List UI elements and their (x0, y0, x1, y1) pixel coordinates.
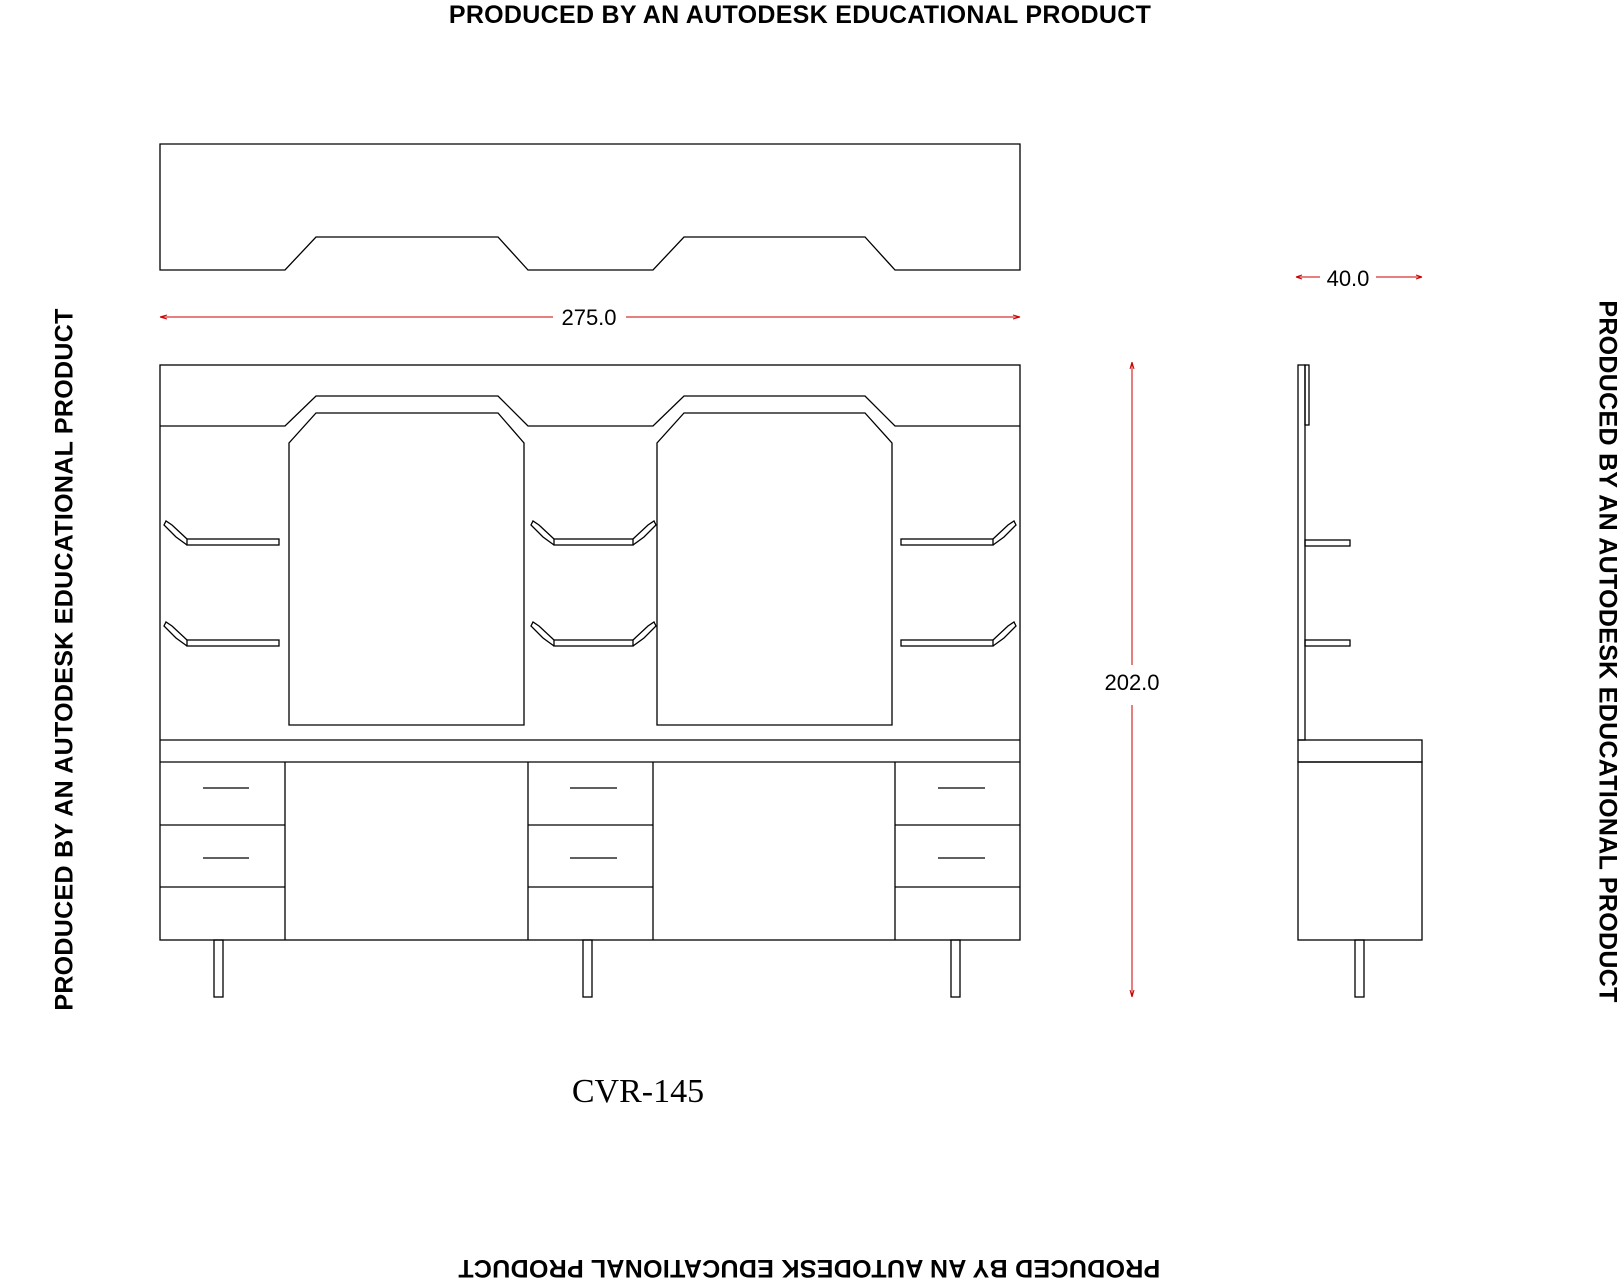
leg-right (951, 940, 960, 997)
model-label: CVR-145 (571, 1073, 705, 1110)
watermark-left: PRODUCED BY AN AUTODESK EDUCATIONAL PRODUCT (50, 308, 79, 1011)
watermark-top: PRODUCED BY AN AUTODESK EDUCATIONAL PRODUCT (448, 1, 1152, 29)
shelf (901, 521, 1016, 545)
front-elevation (160, 365, 1020, 997)
shelf (531, 521, 656, 545)
shelf (901, 622, 1016, 646)
side-leg (1355, 940, 1364, 997)
dimension-lines (160, 275, 1422, 997)
top-canopy-view (160, 144, 1020, 270)
shelf (164, 622, 279, 646)
shelf (164, 521, 279, 545)
watermark-right: PRODUCED BY AN AUTODESK EDUCATIONAL PRODUCT (1593, 300, 1622, 1003)
shelf (531, 622, 656, 646)
leg-left (214, 940, 223, 997)
mirror-left (289, 413, 524, 725)
watermark-bottom: PRODUCED BY AN AUTODESK EDUCATIONAL PRODUCT (458, 1254, 1161, 1282)
dimension-height-label: 202.0 (1104, 670, 1160, 695)
leg-center (583, 940, 592, 997)
dimension-width-label: 275.0 (561, 305, 617, 330)
side-elevation (1298, 365, 1422, 997)
dimension-depth-label: 40.0 (1326, 266, 1370, 291)
mirror-right (657, 413, 892, 725)
